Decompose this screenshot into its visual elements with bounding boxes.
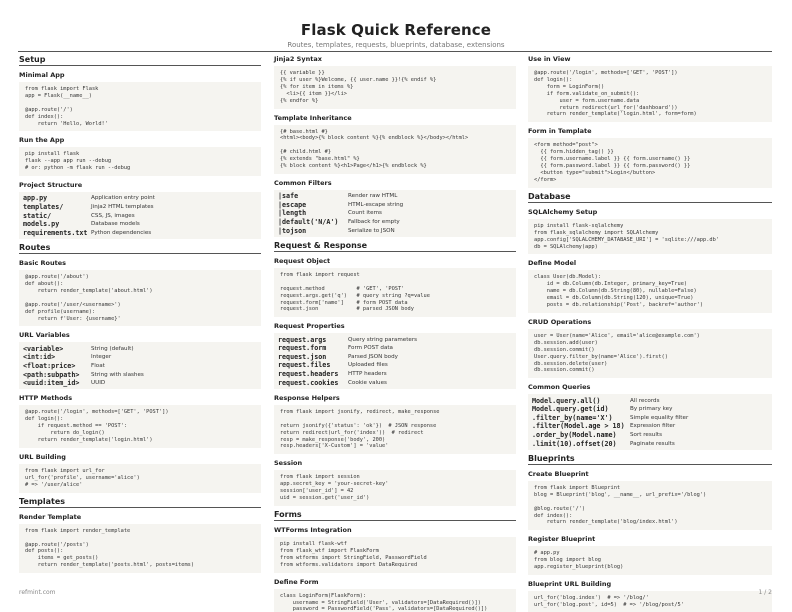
table-description: By primary key (630, 406, 673, 413)
table-description: Python dependencies (91, 229, 152, 236)
code-block: url_for('blog.index') # => '/blog/' url_for('blog.post', id=5) # => '/blog/post/5' (528, 591, 772, 612)
subsection-title-url-building: URL Building (19, 452, 66, 461)
section-title-database: Database (528, 192, 772, 203)
table-description: Parsed JSON body (348, 353, 398, 360)
table-description: Uploaded files (348, 362, 388, 369)
table-description: String (default) (91, 345, 134, 352)
table-key: request.files (278, 361, 331, 370)
table-description: Query string parameters (348, 336, 418, 343)
subsection-title-minimal-app: Minimal App (19, 71, 65, 79)
code-block: from flask import Blueprint blog = Blueprint('blog', __name__, url_prefix='/blog') @blog.route('/') def index(): return render_template('blog/index.html') (528, 481, 772, 530)
table-key: <variable> (23, 344, 64, 353)
subsection-title-session: Session (274, 459, 303, 468)
table-key: requirements.txt (23, 228, 88, 237)
table-description: HTTP headers (348, 371, 387, 378)
table-key: |tojson (278, 226, 307, 235)
table-description: Serialize to JSON (348, 227, 395, 234)
table-row (532, 396, 768, 405)
reference-table (19, 192, 261, 239)
code-block: {{ variable }} {% if user %}Welcome, {{ user.name }}!{% endif %} {% for item in items %} <li>{{ item }}</li> {% endfor %} (274, 66, 516, 109)
code-block: class LoginForm(FlaskForm): username = StringField('User', validators=[DataRequired()]) password = PasswordField('Pass', validators=[DataRequired()]) (274, 589, 516, 612)
table-key: <uuid:item_id> (23, 379, 80, 388)
subsection-title-run-the-app: Run the App (19, 136, 65, 145)
table-key: .order_by(Model.name) (532, 431, 617, 440)
table-key: request.cookies (278, 378, 339, 387)
subsection-title-render-template: Render Template (19, 512, 82, 521)
table-row (278, 226, 512, 235)
table-key: static/ (23, 211, 52, 220)
subsection-title-url-variables: URL Variables (19, 331, 70, 340)
table-key: .filter_by(name='X') (532, 413, 613, 422)
table-key: .limit(10).offset(20) (532, 439, 617, 448)
column-1 (19, 55, 261, 573)
page-subtitle: Routes, templates, requests, blueprints, database, extensions (287, 41, 505, 49)
table-description: Render raw HTML (348, 193, 398, 200)
table-row (532, 414, 768, 423)
table-description: HTML-escape string (348, 201, 404, 208)
table-key: <float:price> (23, 361, 76, 370)
table-row (532, 431, 768, 440)
code-block: @app.route('/about') def about(): return render_template('about.html') @app.route('/user/<username>') def profile(username): return f'User: {username}' (19, 270, 261, 326)
table-row (278, 378, 512, 387)
subsection-title-sqlalchemy-setup: SQLAlchemy Setup (528, 207, 598, 216)
table-key: app.py (23, 194, 48, 203)
page-header (0, 21, 792, 49)
subsection-title-basic-routes: Basic Routes (19, 259, 67, 268)
subsection-title-create-blueprint: Create Blueprint (528, 469, 589, 478)
page-title: Flask Quick Reference (300, 21, 492, 39)
subsection-title-template-inheritance: Template Inheritance (274, 113, 352, 122)
subsection-title-project-structure: Project Structure (19, 181, 83, 190)
table-description: Jinja2 HTML templates (91, 204, 154, 211)
table-description: Sort results (630, 432, 662, 439)
table-description: UUID (91, 380, 106, 387)
table-key: request.headers (278, 370, 339, 379)
table-key: request.json (278, 352, 327, 361)
subsection-title-request-object: Request Object (274, 256, 331, 265)
reference-table (19, 342, 261, 389)
table-key: templates/ (23, 203, 64, 212)
table-description: Cookie values (348, 379, 387, 386)
code-block: from flask import jsonify, redirect, make_response return jsonify({'status': 'ok'}) # JSON response return redirect(url_for('index')) # redirect resp = make_response('body', 200) resp.headers['X-Custom'] = 'value' (274, 405, 516, 454)
table-description: Simple equality filter (630, 414, 689, 421)
table-row (23, 344, 257, 353)
code-block: @app.route('/login', methods=['GET', 'POST']) def login(): if request.method == 'POST': return do_login() return render_template('login.html') (19, 405, 261, 448)
table-row (278, 370, 512, 379)
table-key: <int:id> (23, 353, 56, 362)
code-block: from flask import request request.method # 'GET', 'POST' request.args.get('q') # query string ?q=value request.form['name'] # form POST data request.json # parsed JSON body (274, 268, 516, 317)
header-rule (18, 51, 772, 52)
table-key: |default('N/A') (278, 218, 339, 227)
table-description: Paginate results (630, 440, 675, 447)
table-key: Model.query.get(id) (532, 405, 609, 414)
code-block: from flask import render_template @app.route('/posts') def posts(): items = get_posts() return render_template('posts.html', posts=items) (19, 524, 261, 573)
table-row (23, 362, 257, 371)
table-key: request.form (278, 344, 327, 353)
table-description: Database models (91, 221, 140, 228)
code-block: user = User(name='Alice', email='alice@example.com') db.session.add(user) db.session.commit() User.query.filter_by(name='Alice').first() db.session.delete(user) db.session.commit() (528, 329, 772, 378)
subsection-title-response-helpers: Response Helpers (274, 393, 340, 402)
table-key: .filter(Model.age > 18) (532, 422, 625, 431)
table-row (532, 422, 768, 431)
section-title-blueprints: Blueprints (528, 454, 772, 465)
table-key: |safe (278, 192, 299, 201)
section-title-request-response: Request & Response (274, 241, 516, 252)
code-block: from flask import url_for url_for('profile', username='alice') # => '/user/alice' (19, 464, 261, 493)
reference-table (274, 190, 516, 237)
table-row (278, 192, 512, 201)
table-description: All records (630, 397, 660, 404)
section-title-setup: Setup (19, 55, 261, 66)
subsection-title-blueprint-url-building: Blueprint URL Building (528, 580, 612, 589)
subsection-title-define-model: Define Model (528, 259, 577, 268)
code-block: from flask import Flask app = Flask(__name__) @app.route('/') def index(): return 'Hello, World!' (19, 82, 261, 131)
table-key: models.py (23, 220, 60, 229)
table-description: Application entry point (91, 195, 155, 202)
table-description: Expression filter (630, 423, 676, 430)
subsection-title-crud-operations: CRUD Operations (528, 317, 592, 326)
footer-page-number: 1 / 2 (758, 589, 772, 596)
table-description: String with slashes (91, 371, 144, 378)
section-title-templates: Templates (19, 497, 261, 508)
table-row (23, 194, 257, 203)
table-key: |escape (278, 200, 307, 209)
table-row (278, 209, 512, 218)
table-row (278, 353, 512, 362)
table-row (278, 335, 512, 344)
table-description: Count items (348, 210, 382, 217)
table-row (278, 361, 512, 370)
table-description: Fallback for empty (348, 219, 400, 226)
subsection-title-request-properties: Request Properties (274, 322, 345, 331)
code-block: @app.route('/login', methods=['GET', 'POST']) def login(): form = LoginForm() if form.validate_on_submit(): user = form.username.data return redirect(url_for('dashboard')) return render_template('login.html', form=form) (528, 66, 772, 122)
subsection-title-common-queries: Common Queries (528, 383, 591, 392)
column-2 (274, 55, 516, 612)
section-title-forms: Forms (274, 510, 516, 521)
subsection-title-jinja2-syntax: Jinja2 Syntax (274, 55, 322, 63)
code-block: # app.py from blog import blog app.register_blueprint(blog) (528, 546, 772, 575)
table-description: Float (91, 362, 105, 369)
table-row (532, 405, 768, 414)
footer-site: refmint.com (19, 589, 56, 596)
subsection-title-http-methods: HTTP Methods (19, 394, 73, 403)
subsection-title-register-blueprint: Register Blueprint (528, 535, 596, 544)
reference-table (274, 333, 516, 389)
code-block: pip install flask-wtf from flask_wtf import FlaskForm from wtforms import StringField, PasswordField from wtforms.validators import DataRequired (274, 537, 516, 573)
table-key: <path:subpath> (23, 370, 80, 379)
code-block: <form method="post"> {{ form.hidden_tag() }} {{ form.username.label }} {{ form.username() }} {{ form.password.label }} {{ form.password() }} <button type="submit">Login</button> </form> (528, 138, 772, 187)
table-row (23, 220, 257, 229)
table-row (23, 229, 257, 238)
table-description: Form POST data (348, 345, 393, 352)
table-row (23, 370, 257, 379)
table-row (278, 344, 512, 353)
table-key: Model.query.all() (532, 396, 601, 405)
code-block: {# base.html #} <html><body>{% block content %}{% endblock %}</body></html> {# child.html #} {% extends "base.html" %} {% block content %}<h1>Page</h1>{% endblock %} (274, 125, 516, 174)
code-block: pip install flask flask --app app run --debug # or: python -m flask run --debug (19, 147, 261, 176)
column-3 (528, 55, 772, 612)
subsection-title-use-in-view: Use in View (528, 55, 571, 63)
table-key: request.args (278, 335, 327, 344)
code-block: from flask import session app.secret_key = 'your-secret-key' session['user_id'] = 42 uid = session.get('user_id') (274, 470, 516, 506)
code-block: class User(db.Model): id = db.Column(db.Integer, primary_key=True) name = db.Column(db.String(80), nullable=False) email = db.Column(db.String(120), unique=True) posts = db.relationship('Post', backref='author') (528, 270, 772, 313)
subsection-title-common-filters: Common Filters (274, 178, 332, 187)
table-description: CSS, JS, images (91, 212, 135, 219)
table-row (278, 201, 512, 210)
subsection-title-wtforms-integration: WTForms Integration (274, 526, 352, 534)
table-row (278, 218, 512, 227)
table-row (23, 211, 257, 220)
table-key: |length (278, 209, 307, 218)
subsection-title-form-in-template: Form in Template (528, 127, 592, 136)
code-block: pip install flask-sqlalchemy from flask_sqlalchemy import SQLAlchemy app.config['SQLALCHEMY_DATABASE_URI'] = 'sqlite:///app.db' db = SQLAlchemy(app) (528, 219, 772, 255)
subsection-title-define-form: Define Form (274, 577, 319, 586)
reference-table (528, 394, 772, 450)
section-title-routes: Routes (19, 243, 261, 254)
table-row (23, 203, 257, 212)
table-row (23, 379, 257, 388)
table-row (23, 353, 257, 362)
table-description: Integer (91, 354, 112, 361)
table-row (532, 439, 768, 448)
